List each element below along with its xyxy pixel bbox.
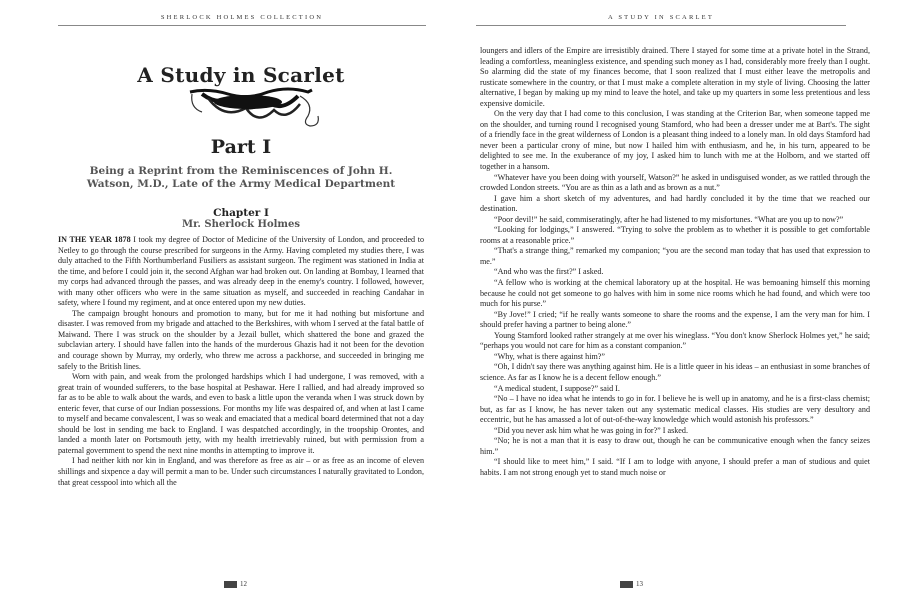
body-paragraph: “Did you never ask him what he was going in for?” I asked. — [494, 425, 688, 435]
folio-ornament-icon — [620, 581, 633, 588]
right-body-text — [480, 46, 870, 478]
left-body-text — [58, 235, 424, 488]
lead-in-text: IN THE YEAR 1878 — [58, 235, 131, 244]
right-page — [460, 0, 890, 600]
body-paragraph: “Why, what is there against him?” — [494, 351, 605, 361]
page-number-left: 12 — [224, 580, 247, 588]
body-paragraph: IN THE YEAR 1878 I took my degree of Doctor of Medicine of the University of London, and proceeded to Netley to go through the course prescribed for surgeons in the Army. Having completed my studies there, I was duly attached to the Fifth Northumberland Fusiliers as assistant surgeon. The regiment was stationed in India at the time, and before I could join it, the second Afghan war had broken out. On landing at Bombay, I learned that my corps had advanced through the passes, and was already deep in the enemy's country. I followed, however, with many other officers who were in the same situation as myself, and succeeded in reaching Candahar in safety, where I found my regiment, and at once entered upon my new duties. — [58, 235, 424, 308]
body-paragraph: “A medical student, I suppose?” said I. — [494, 383, 620, 393]
body-paragraph: “By Jove!” I cried; “if he really wants someone to share the rooms and the expense, I am the very man for him. I should prefer having a partner to being alone.” — [480, 309, 870, 330]
body-paragraph: I gave him a short sketch of my adventures, and had hardly concluded it by the time that we reached our destination. — [480, 193, 870, 214]
body-paragraph: “Oh, I didn't say there was anything against him. He is a little queer in his ideas – an enthusiast in some branches of science. As far as I know he is a decent fellow enough.” — [480, 362, 870, 382]
book-title: A Study in Scarlet — [137, 63, 345, 87]
body-paragraph: “Looking for lodgings,” I answered. “Trying to solve the problem as to whether it is possible to get comfortable rooms at a reasonable price.” — [480, 225, 870, 245]
body-paragraph: “A fellow who is working at the chemical laboratory up at the hospital. He was bemoaning himself this morning because he could not get someone to go halves with him in some nice rooms which he had found, and which were too much for his purse.” — [480, 278, 870, 309]
body-paragraph: “Whatever have you been doing with yourself, Watson?” he asked in undisguised wonder, as we rattled through the crowded London streets. “You are as thin as a lath and as brown as a nut.” — [480, 172, 870, 193]
body-paragraph: “Poor devil!” he said, commiseratingly, after he had listened to my misfortunes. “What are you up to now?” — [494, 214, 844, 224]
running-head-left: SHERLOCK HOLMES COLLECTION — [160, 14, 324, 21]
chapter-subtitle: Mr. Sherlock Holmes — [182, 219, 300, 230]
part-title: Part I — [210, 136, 272, 158]
page-number-right: 13 — [620, 580, 643, 588]
body-paragraph: Young Stamford looked rather strangely at me over his wineglass. “You don't know Sherlock Holmes yet,” he said; “perhaps you would not care for him as a constant companion.” — [480, 330, 870, 351]
title-ornament-flourish — [188, 86, 328, 130]
chapter-title: Chapter I — [213, 207, 269, 219]
folio-ornament-icon — [224, 581, 237, 588]
header-rule-left — [58, 25, 426, 26]
header-rule-right — [476, 25, 846, 26]
body-paragraph: loungers and idlers of the Empire are irresistibly drained. There I stayed for some time at a private hotel in the Strand, leading a comfortless, meaningless existence, and spending such money as I had, considerably more freely than I ought. So alarming did the state of my finances become, that I soon realized that I must either leave the metropolis and rusticate somewhere in the country, or that I must make a complete alteration in my style of living. Choosing the latter alternative, I began by making up my mind to leave the hotel, and take up my quarters in some less pretentious and less expensive domicile. — [480, 46, 870, 108]
part-subtitle: Being a Reprint from the Reminiscences of John H. Watson, M.D., Late of the Army Medical Department — [86, 165, 396, 190]
body-paragraph: “I should like to meet him,” I said. “If I am to lodge with anyone, I should prefer a man of studious and quiet habits. I am not strong enough yet to stand much noise or — [480, 457, 870, 477]
body-paragraph: The campaign brought honours and promotion to many, but for me it had nothing but misfortune and disaster. I was removed from my brigade and attached to the Berkshires, with whom I served at the fatal battle of Maiwand. There I was struck on the shoulder by a Jezail bullet, which shattered the bone and grazed the subclavian artery. I should have fallen into the hands of the murderous Ghazis had it not been for the devotion and courage shown by Murray, my orderly, who threw me across a packhorse, and succeeded in bringing me safely to the British lines. — [58, 308, 424, 371]
body-paragraph: “No – I have no idea what he intends to go in for. I believe he is well up in anatomy, and he is a first-class chemist; but, as far as I know, he has never taken out any systematic medical classes. His studies are very desultory and eccentric, but he has amassed a lot of out-of-the-way knowledge which would astonish his professors.” — [480, 394, 870, 425]
body-paragraph: I had neither kith nor kin in England, and was therefore as free as air – or as free as an income of eleven shillings and sixpence a day will permit a man to be. Under such circumstances I naturally gravitated to London, that great cesspool into which all the — [58, 456, 424, 487]
body-paragraph: On the very day that I had come to this conclusion, I was standing at the Criterion Bar, when someone tapped me on the shoulder, and turning round I recognised young Stamford, who had been a dresser under me at Bart's. The sight of a friendly face in the great wilderness of London is a pleasant thing indeed to a lonely man. In old days Stamford had never been a particular crony of mine, but now I hailed him with enthusiasm, and he, in his turn, appeared to be delighted to see me. In the exuberance of my joy, I asked him to lunch with me at the Holborn, and we started off together in a hansom. — [480, 109, 870, 172]
body-paragraph: “That's a strange thing,” remarked my companion; “you are the second man today that has used that expression to me.” — [480, 246, 870, 266]
body-paragraph: “And who was the first?” I asked. — [494, 267, 604, 277]
running-head-right: A STUDY IN SCARLET — [608, 14, 714, 21]
body-paragraph: Worn with pain, and weak from the prolonged hardships which I had undergone, I was removed, with a great train of wounded sufferers, to the base hospital at Peshawar. Here I rallied, and had already improved so far as to be able to walk about the wards, and even to bask a little upon the veranda when I was struck down by enteric fever, that curse of our Indian possessions. For months my life was despaired of, and when at last I came to myself and became convalescent, I was so weak and emaciated that a medical board determined that not a day should be lost in sending me back to England. I was despatched accordingly, in the troopship Orontes, and landed a month later on Portsmouth jetty, with my health irretrievably ruined, but with permission from a paternal government to spend the next nine months in attempting to improve it. — [58, 372, 424, 455]
body-paragraph: “No; he is not a man that it is easy to draw out, though he can be communicative enough when the fancy seizes him.” — [480, 436, 870, 456]
left-page — [10, 0, 440, 600]
